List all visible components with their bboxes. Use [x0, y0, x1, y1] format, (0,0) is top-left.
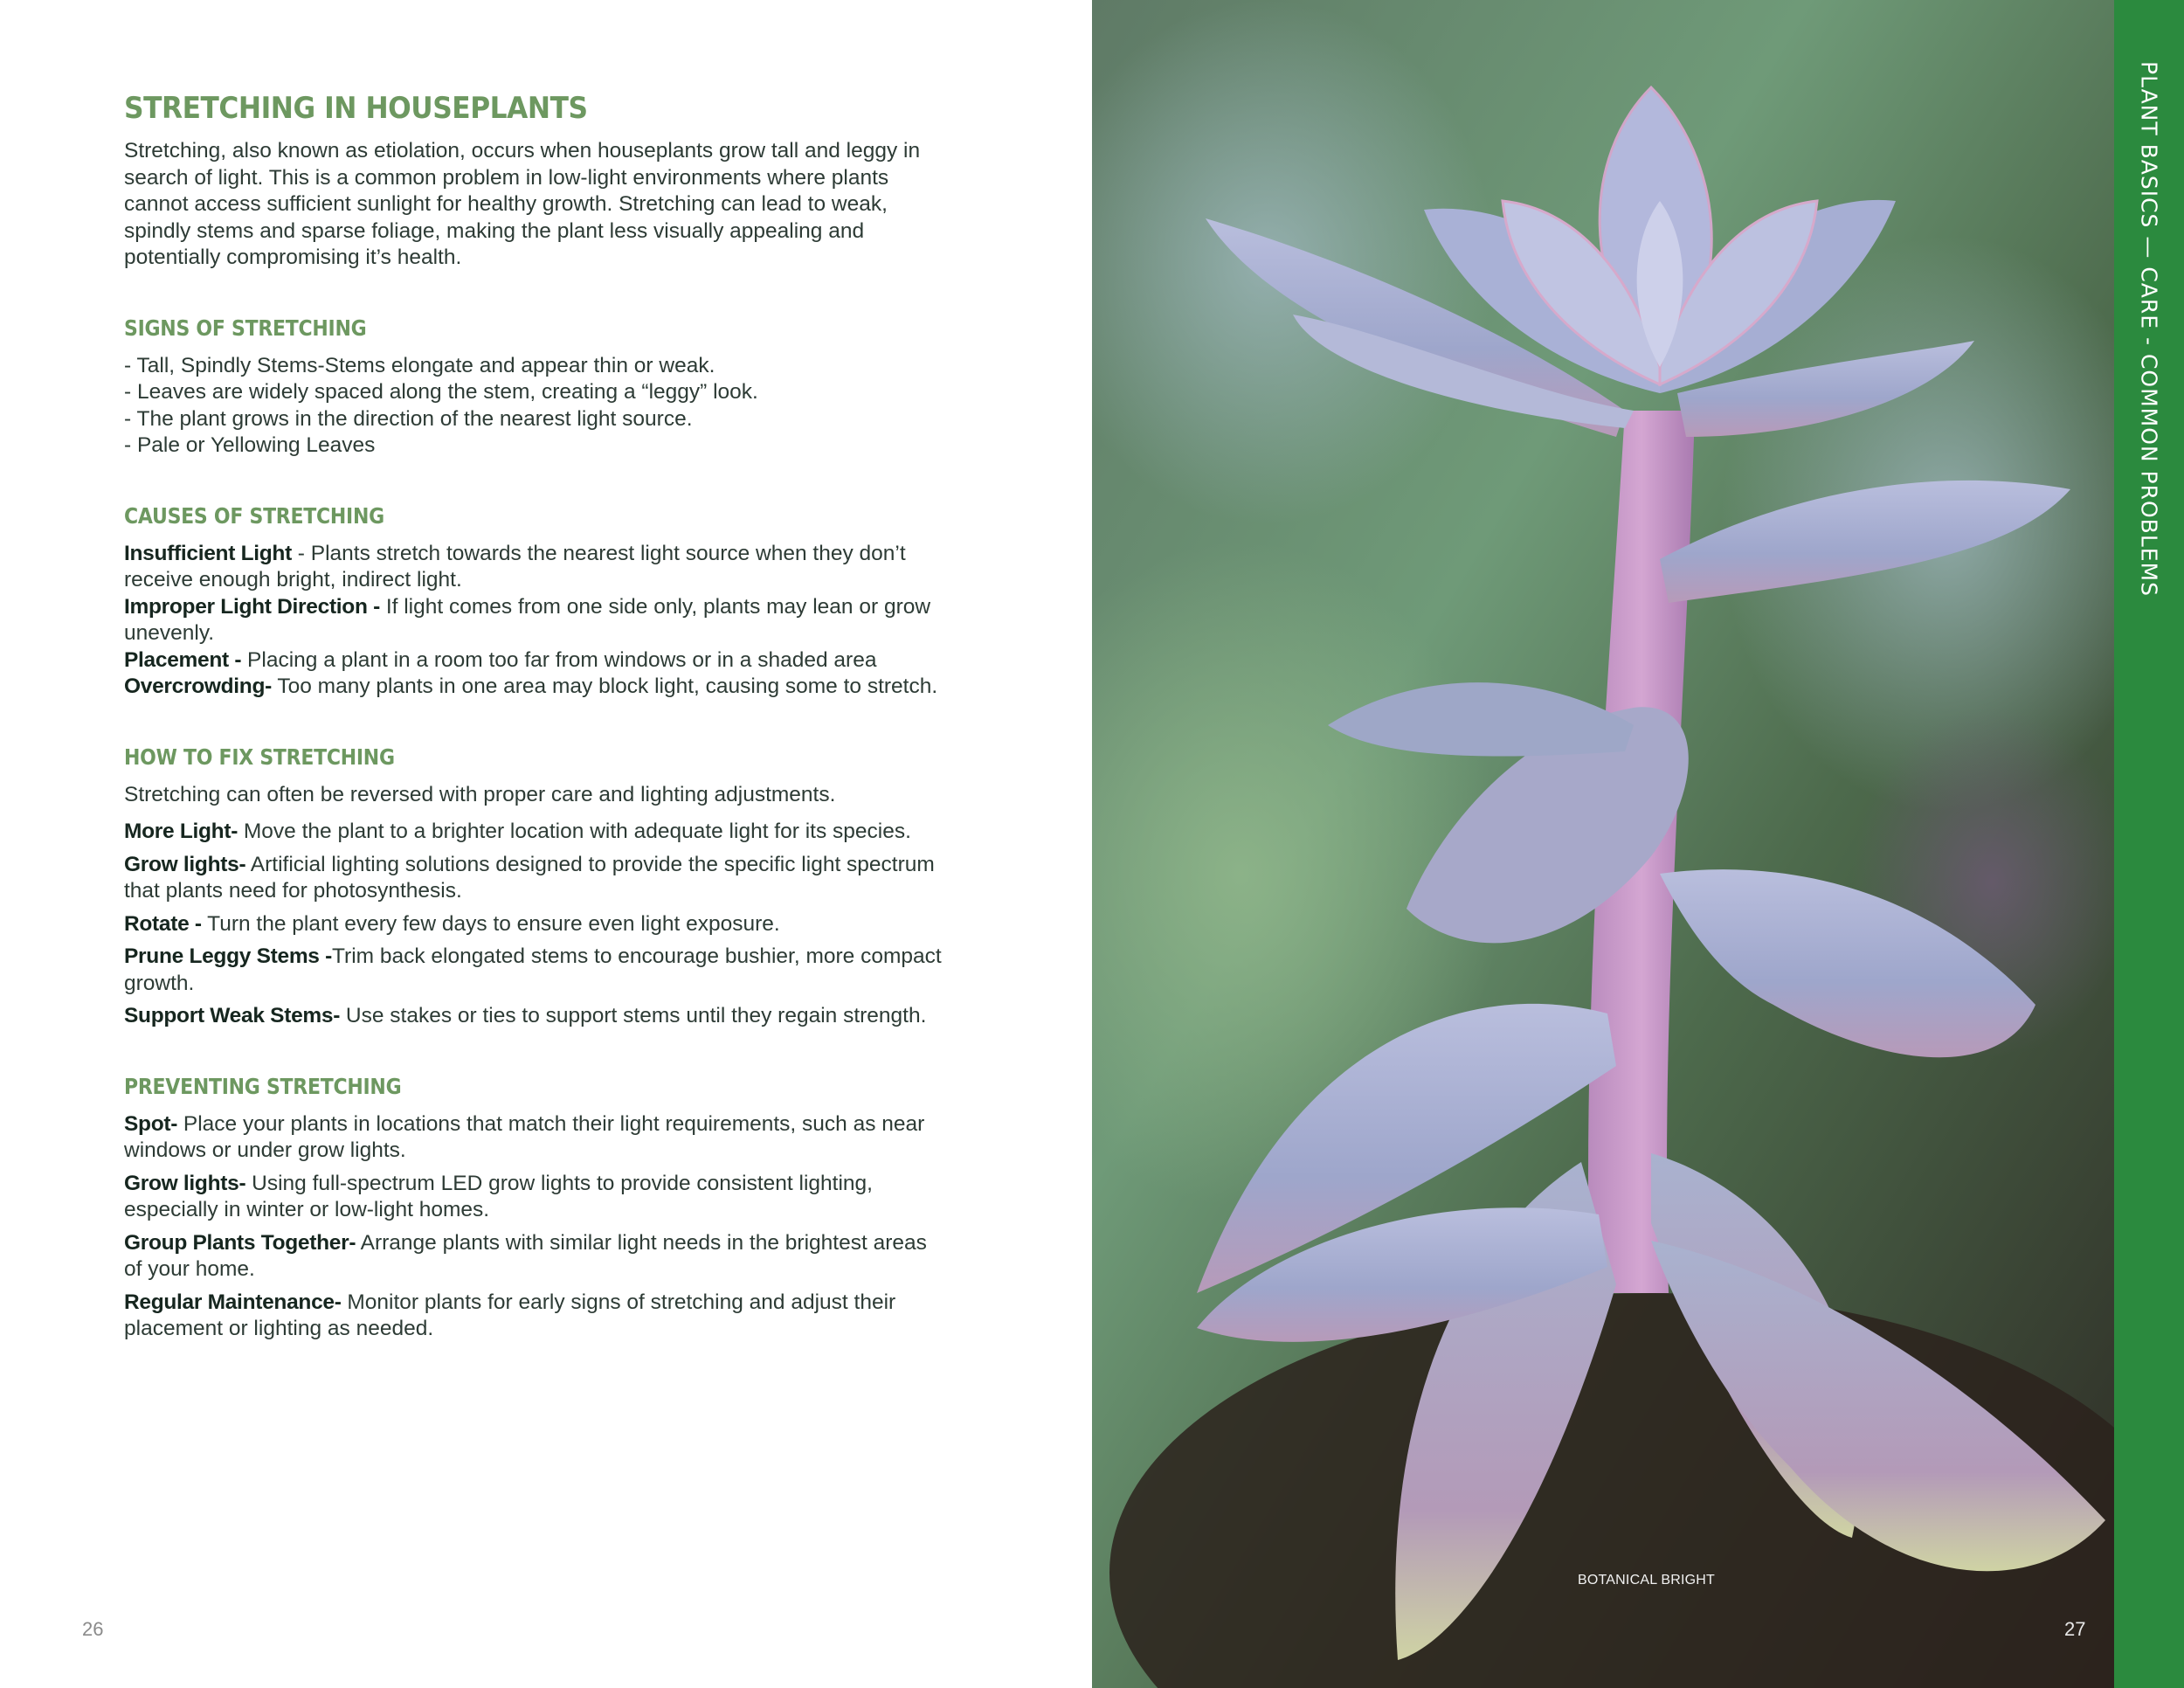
item-lead: More Light-	[124, 820, 238, 843]
list-item	[124, 594, 945, 647]
list-item	[124, 911, 945, 938]
section-tab-label: PLANT BASICS — CARE - COMMON PROBLEMS	[2136, 61, 2162, 597]
list-item	[124, 541, 945, 594]
item-lead: Insufficient Light	[124, 541, 292, 565]
list-item: - Tall, Spindly Stems-Stems elongate and appear thin or weak.	[124, 353, 715, 377]
list-item: - The plant grows in the direction of the nearest light source.	[124, 406, 693, 431]
fix-intro: Stretching can often be reversed with proper care and lighting adjustments.	[124, 782, 836, 806]
list-item	[124, 1111, 945, 1165]
item-text: Trim back elongated stems to encourage bushier, more compact growth.	[124, 944, 942, 995]
item-lead: Prune Leggy Stems -	[124, 944, 332, 968]
list-item	[124, 1003, 945, 1030]
item-text: Too many plants in one area may block light, causing some to stretch.	[272, 675, 938, 698]
item-lead: Placement -	[124, 647, 242, 672]
list-item	[124, 852, 945, 905]
item-text: If light comes from one side only, plants may lean or grow unevenly.	[124, 594, 931, 645]
list-item: - Pale or Yellowing Leaves	[124, 433, 376, 457]
item-text: Use stakes or ties to support stems until they regain strength.	[340, 1004, 927, 1027]
item-text: Turn the plant every few days to ensure even light exposure.	[201, 911, 780, 936]
item-text: Placing a plant in a room too far from windows or in a shaded area	[241, 647, 877, 672]
photo-caption: BOTANICAL BRIGHT	[1578, 1573, 1715, 1588]
item-lead: Grow lights-	[124, 852, 246, 876]
item-lead: Grow lights-	[124, 1171, 246, 1195]
prevent-heading: PREVENTING STRETCHING	[124, 1073, 402, 1099]
intro-paragraph: Stretching, also known as etiolation, occurs when houseplants grow tall and leggy in search of light. This is a common problem in low-light environments where plants cannot access sufficient sunlight for healthy growth. Stretching can lead to weak, spindly stems and sparse foliage, making the plant less visually appealing and potentially compromising it’s health.	[124, 139, 921, 269]
page-title: STRETCHING IN HOUSEPLANTS	[124, 91, 588, 126]
list-item: - Leaves are widely spaced along the stem, creating a “leggy” look.	[124, 380, 758, 404]
item-lead: Group Plants Together-	[124, 1230, 356, 1255]
item-text: Using full-spectrum LED grow lights to provide consistent lighting, especially in winter or low-light homes.	[124, 1171, 873, 1221]
page-number-right: 27	[2064, 1618, 2086, 1640]
signs-heading: SIGNS OF STRETCHING	[124, 315, 367, 341]
item-text: Place your plants in locations that match their light requirements, such as near windows or under grow lights.	[124, 1111, 925, 1162]
prevent-list	[124, 1111, 945, 1343]
list-item	[124, 944, 945, 997]
item-text: Artificial lighting solutions designed to provide the specific light spectrum that plants need for photosynthesis.	[124, 852, 935, 903]
item-text: Arrange plants with similar light needs in the brightest areas of your home.	[124, 1230, 927, 1281]
list-item	[124, 1171, 945, 1224]
succulent-photo	[1092, 0, 2114, 1688]
page-number-left: 26	[82, 1618, 104, 1640]
item-lead: Overcrowding-	[124, 675, 272, 698]
list-item	[124, 1290, 945, 1343]
fix-heading: HOW TO FIX STRETCHING	[124, 744, 395, 770]
item-lead: Support Weak Stems-	[124, 1004, 341, 1027]
item-lead: Regular Maintenance-	[124, 1290, 342, 1314]
causes-list	[124, 541, 945, 701]
article-content	[124, 91, 945, 1349]
fix-list	[124, 819, 945, 1030]
list-item	[124, 674, 945, 701]
causes-heading: CAUSES OF STRETCHING	[124, 502, 384, 529]
list-item	[124, 647, 945, 675]
signs-list	[124, 353, 945, 460]
item-lead: Improper Light Direction -	[124, 594, 381, 619]
item-text: - Plants stretch towards the nearest light source when they don’t receive enough bright, indirect light.	[124, 541, 906, 591]
item-lead: Rotate -	[124, 911, 202, 936]
succulent-illustration	[1092, 0, 2114, 1688]
list-item	[124, 819, 945, 846]
list-item	[124, 1230, 945, 1283]
item-text: Move the plant to a brighter location with adequate light for its species.	[238, 820, 911, 843]
item-text: Monitor plants for early signs of stretching and adjust their placement or lighting as needed.	[124, 1290, 896, 1340]
item-lead: Spot-	[124, 1111, 178, 1136]
